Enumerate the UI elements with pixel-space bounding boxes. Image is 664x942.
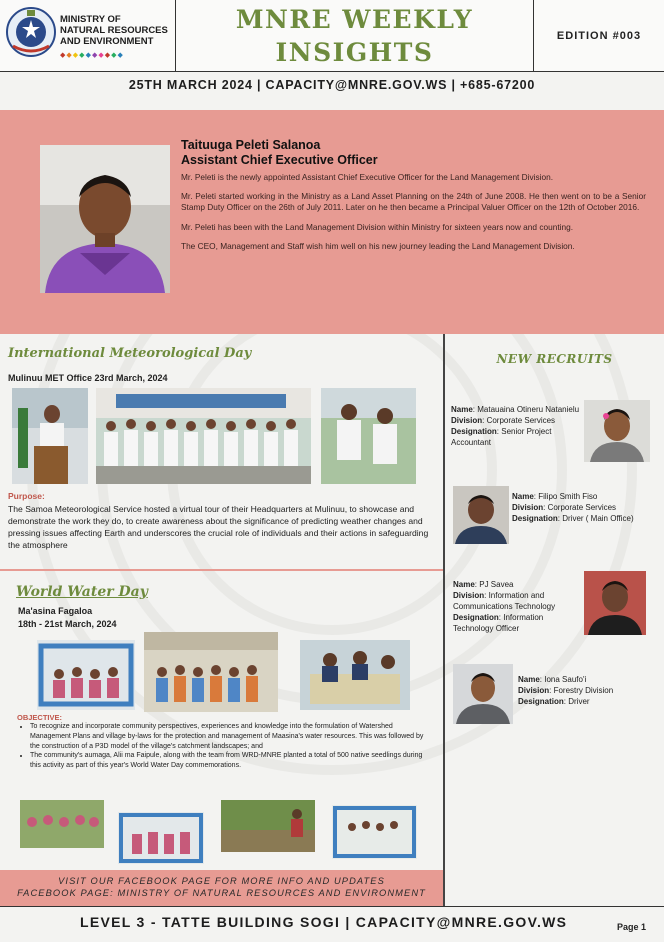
feature-paragraph: The CEO, Management and Staff wish him well on his new journey leading the Land Management Division. <box>181 240 575 251</box>
recruit-division: : Information and Communications Technology <box>453 591 556 611</box>
objective-list <box>30 722 432 771</box>
name-label: Name <box>512 492 534 501</box>
recruit-name: : Matauaina Otineru Natanielu <box>472 405 580 414</box>
facebook-line-1: VISIT OUR FACEBOOK PAGE FOR MORE INFO AND UPDATES <box>58 876 385 886</box>
ministry-line-2: NATURAL RESOURCES <box>60 25 168 36</box>
speaker-photo <box>12 388 88 484</box>
ministry-line-3: AND ENVIRONMENT <box>60 36 154 47</box>
column-divider <box>443 334 445 906</box>
portrait-photo <box>40 145 170 293</box>
designation-label: Designation <box>453 613 499 622</box>
recruit-photo <box>453 486 509 544</box>
recruit-card <box>453 579 581 634</box>
color-dots: ◆◆◆◆◆◆◆◆◆◆ <box>60 52 124 59</box>
division-label: Division <box>451 416 483 425</box>
group-photo <box>96 388 311 484</box>
feature-paragraph: Mr. Peleti is the newly appointed Assistant Chief Executive Officer for the Land Management Division. <box>181 172 554 182</box>
section-divider <box>0 569 443 571</box>
imd-heading: International Meteorological Day <box>8 346 252 361</box>
ministry-line-1: MINISTRY OF <box>60 14 121 25</box>
wwd-frame-photo-2 <box>118 812 204 864</box>
feature-paragraph: Mr. Peleti started working in the Ministry as a Land Asset Planning on the 24th of June 2008. He then went on to be a Senior Stamp Duty Officer on the 26th of July 2011. Later on he then became a Principal Valuer Officer on the 12th of October 2016. <box>181 191 646 213</box>
division-label: Division <box>512 503 544 512</box>
wwd-location: Ma'asina Fagaloa <box>18 606 93 616</box>
wwd-group-frame-photo <box>37 640 135 710</box>
recruit-photo <box>584 571 646 635</box>
recruit-card <box>451 404 581 448</box>
recruit-division: : Forestry Division <box>549 686 614 695</box>
recruit-designation: : Driver ( Main Office) <box>557 514 634 523</box>
masthead <box>0 0 664 72</box>
wwd-community-photo <box>144 632 278 712</box>
wwd-planting-photo-3 <box>221 800 315 852</box>
objective-item: • The community's aumaga, Alii ma Faipule, along with the team from WRD-MNRE planted a total of 500 native seedlings during this activity as part of this year's World Water Day commemorations. <box>30 751 432 771</box>
designation-label: Designation <box>512 514 558 523</box>
newsletter-title <box>176 0 534 72</box>
recruit-photo <box>584 400 650 462</box>
person-name: Taituuga Peleti Salanoa <box>181 138 321 152</box>
designation-label: Designation <box>518 697 564 706</box>
name-label: Name <box>453 580 475 589</box>
name-label: Name <box>518 675 540 684</box>
title-line-2: INSIGHTS <box>275 38 434 67</box>
feature-section <box>0 110 664 334</box>
edition-badge: EDITION #003 <box>556 30 642 42</box>
presenters-photo <box>321 388 416 484</box>
feature-name <box>181 138 378 168</box>
title-line-1: MNRE WEEKLY <box>235 5 474 34</box>
imd-subheading: Mulinuu MET Office 23rd March, 2024 <box>8 373 168 383</box>
wwd-dates: 18th - 21st March, 2024 <box>18 618 117 629</box>
facebook-banner <box>0 870 443 906</box>
division-label: Division <box>518 686 550 695</box>
footer-address: LEVEL 3 - TATTE BUILDING SOGI | CAPACITY@MNRE.GOV.WS <box>80 914 568 930</box>
wwd-model-photo <box>300 640 410 710</box>
feature-paragraph: Mr. Peleti has been with the Land Management Division within Ministry for sixteen years now and counting. <box>181 221 573 232</box>
recruit-name: : PJ Savea <box>474 580 514 589</box>
recruit-card <box>518 674 658 707</box>
feature-body <box>181 172 646 260</box>
new-recruits-heading: NEW RECRUITS <box>496 352 613 366</box>
recruit-photo <box>453 664 513 724</box>
name-label: Name <box>451 405 473 414</box>
objective-item: • To recognize and incorporate community perspectives, experiences and knowledge into the formulation of Watershed Management Plans and village by-laws for the protection and management of Maasina's water resources. This was followed by the construction of a P3D model of the village's catchment landscapes; and <box>30 722 432 751</box>
dateline: 25TH MARCH 2024 | CAPACITY@MNRE.GOV.WS | +685-67200 <box>128 78 536 92</box>
recruit-name: : Filipo Smith Fiso <box>533 492 598 501</box>
recruit-designation: : Information Technology Officer <box>453 613 544 633</box>
objective-label: OBJECTIVE: <box>17 713 63 722</box>
facebook-line-2: FACEBOOK PAGE: MINISTRY OF NATURAL RESOURCES AND ENVIRONMENT <box>17 888 426 898</box>
wwd-subheading <box>18 605 117 630</box>
person-role: Assistant Chief Executive Officer <box>181 153 378 167</box>
samoa-emblem-icon <box>5 6 57 58</box>
ministry-name <box>60 14 168 47</box>
recruit-card <box>512 491 662 524</box>
recruit-designation: : Driver <box>563 697 590 706</box>
purpose-label: Purpose: <box>8 491 45 501</box>
ministry-logo-block <box>0 0 176 72</box>
page-number: Page 1 <box>616 922 646 932</box>
wwd-heading: World Water Day <box>16 584 148 600</box>
recruit-division: : Corporate Services <box>482 416 556 425</box>
wwd-frame-photo-4 <box>332 805 417 859</box>
designation-label: Designation <box>451 427 497 436</box>
purpose-text: The Samoa Meteorological Service hosted a virtual tour of their Headquarters at Mulinuu, to showcase and demonstrate the work they do, to create awareness about the significance of predicting weather changes and pressing issues affecting Earth and underscores the crucial role of individuals and their actions in safeguarding the atmosphere <box>8 504 429 550</box>
division-label: Division <box>453 591 485 600</box>
wwd-planting-photo-1 <box>20 800 104 848</box>
recruit-designation: : Senior Project Accountant <box>451 427 552 447</box>
recruit-division: : Corporate Services <box>543 503 617 512</box>
recruit-name: : Iona Saufo'i <box>539 675 587 684</box>
footer-divider <box>0 906 664 907</box>
